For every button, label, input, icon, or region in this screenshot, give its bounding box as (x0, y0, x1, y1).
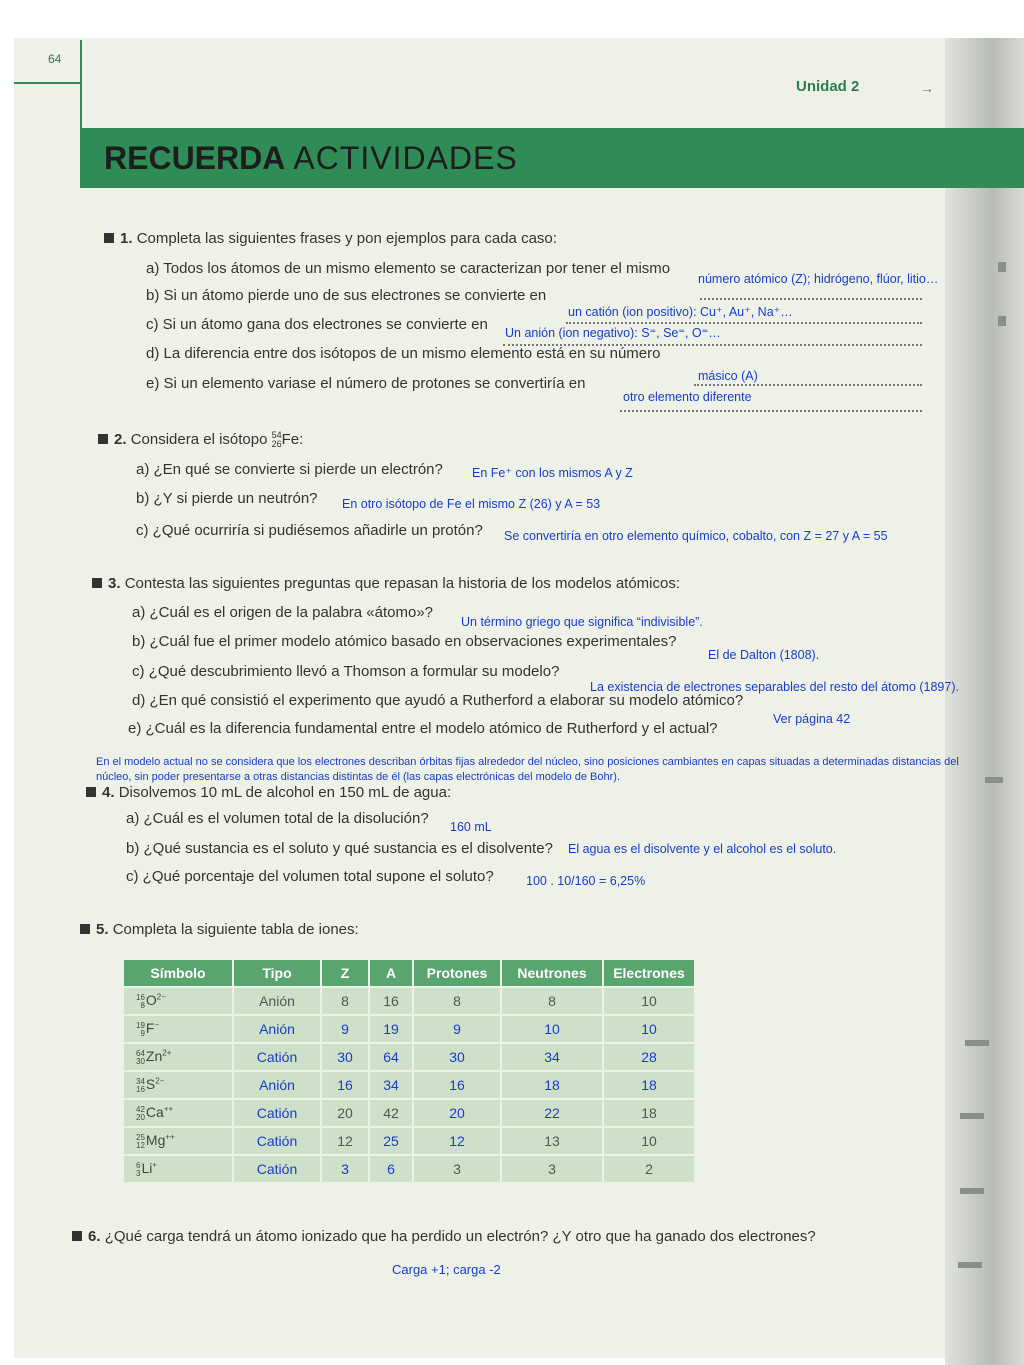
ion-symbol: 34 $16S^{2-}$ (123, 1071, 233, 1099)
table-cell: 16 (321, 1071, 369, 1099)
q2-answer-b: En otro isótopo de Fe el mismo Z (26) y A = 53 (342, 497, 601, 511)
table-row (123, 1127, 695, 1155)
table-cell: 34 (369, 1071, 413, 1099)
side-mark (998, 316, 1006, 326)
table-cell: 13 (501, 1127, 603, 1155)
q6-answer: Carga +1; carga -2 (392, 1262, 501, 1277)
question-number: 6. (88, 1228, 101, 1245)
q4-item-b: b) ¿Qué sustancia es el soluto y qué sustancia es el disolvente? (126, 840, 553, 857)
table-row (123, 1099, 695, 1127)
side-mark (985, 777, 1003, 783)
ion-symbol: 6 3Li+ (123, 1155, 233, 1183)
table-cell: 20 (413, 1099, 501, 1127)
q3-item-d: d) ¿En qué consistió el experimento que ayudó a Rutherford a elaborar su modelo atómico? (132, 692, 744, 709)
bullet-icon (104, 233, 114, 243)
ions-table (122, 958, 696, 1184)
table-cell: 8 (413, 987, 501, 1015)
table-header-row (123, 959, 695, 987)
q1-answer-d: másico (A) (698, 369, 758, 383)
q3-answer-c: La existencia de electrones separables del resto del átomo (1897). (590, 680, 959, 694)
q1-item-d: d) La diferencia entre dos isótopos de un mismo elemento está en su número (146, 345, 661, 362)
column-header: Electrones (603, 959, 695, 987)
bullet-icon (80, 924, 90, 934)
table-cell: Catión (233, 1127, 321, 1155)
answer-line (620, 410, 922, 412)
table-cell: 8 (501, 987, 603, 1015)
q2-item-b: b) ¿Y si pierde un neutrón? (136, 490, 318, 507)
q1-item-b: b) Si un átomo pierde uno de sus electrones se convierte en (146, 287, 547, 304)
question-number: 3. (108, 575, 121, 592)
q3-answer-e: En el modelo actual no se considera que los electrones describan órbitas fijas alrededor del núcleo, sino posiciones cambiantes en capas situadas a determinadas distancias del núcleo, sin poder presentarse a otras distancias distintas de él (las capas electrónicas del modelo de Bohr). (96, 756, 959, 783)
bullet-icon (98, 434, 108, 444)
q4-item-c: c) ¿Qué porcentaje del volumen total supone el soluto? (126, 868, 494, 885)
column-header: Neutrones (501, 959, 603, 987)
ion-symbol: 19 9F− (123, 1015, 233, 1043)
table-cell: 30 (413, 1043, 501, 1071)
bullet-icon (92, 578, 102, 588)
q3-item-a: a) ¿Cuál es el origen de la palabra «átomo»? (132, 604, 434, 621)
column-header: Protones (413, 959, 501, 987)
ion-symbol: 64 $30Zn^{2+}$ (123, 1043, 233, 1071)
q1-answer-c: Un anión (ion negativo): S⁼, Se⁼, O⁼… (505, 326, 721, 340)
q2-item-a: a) ¿En qué se convierte si pierde un electrón? (136, 461, 443, 478)
question-number: 2. (114, 431, 127, 448)
question-3 (92, 575, 680, 592)
table-cell: 42 (369, 1099, 413, 1127)
ion-symbol: 42 20Ca++ (123, 1099, 233, 1127)
table-cell: 28 (603, 1043, 695, 1071)
page-title (104, 140, 518, 177)
column-header: Tipo (233, 959, 321, 987)
table-cell: 16 (369, 987, 413, 1015)
table-cell: 6 (369, 1155, 413, 1183)
table-cell: 18 (501, 1071, 603, 1099)
table-cell: 10 (603, 1127, 695, 1155)
table-row (123, 1015, 695, 1043)
table-cell: Anión (233, 987, 321, 1015)
question-number: 1. (120, 230, 133, 247)
title-light: ACTIVIDADES (293, 140, 518, 176)
q1-answer-a: número atómico (Z); hidrógeno, flúor, litio… (698, 272, 939, 286)
isotope-indices: 54 26 (271, 430, 282, 450)
table-row (123, 987, 695, 1015)
table-cell: 22 (501, 1099, 603, 1127)
answer-line (566, 322, 922, 324)
question-number: 5. (96, 921, 109, 938)
answer-line (694, 384, 922, 386)
table-cell: Catión (233, 1099, 321, 1127)
question-text: Completa las siguientes frases y pon ejemplos para cada caso: (136, 230, 557, 247)
q2-answer-c: Se convertiría en otro elemento químico, cobalto, con Z = 27 y A = 55 (504, 529, 888, 543)
side-mark (958, 1262, 982, 1268)
table-cell: 64 (369, 1043, 413, 1071)
table-cell: Catión (233, 1155, 321, 1183)
q4-item-a: a) ¿Cuál es el volumen total de la disolución? (126, 810, 429, 827)
table-cell: 9 (321, 1015, 369, 1043)
table-cell: 2 (603, 1155, 695, 1183)
table-cell: 30 (321, 1043, 369, 1071)
question-text: Disolvemos 10 mL de alcohol en 150 mL de agua: (118, 784, 452, 801)
q3-answer-d: Ver página 42 (773, 712, 851, 726)
question-4 (86, 784, 451, 801)
question-6 (72, 1228, 816, 1245)
q4-answer-b: El agua es el disolvente y el alcohol es el soluto. (568, 842, 837, 856)
q3-item-c: c) ¿Qué descubrimiento llevó a Thomson a formular su modelo? (132, 663, 560, 680)
question-number: 4. (102, 784, 115, 801)
table-cell: 12 (321, 1127, 369, 1155)
q2-answer-a: En Fe⁺ con los mismos A y Z (472, 466, 633, 480)
table-cell: 12 (413, 1127, 501, 1155)
q4-answer-c: 100 . 10/160 = 6,25% (526, 874, 646, 888)
question-text: ¿Qué carga tendrá un átomo ionizado que ha perdido un electrón? ¿Y otro que ha ganado dos electrones? (104, 1228, 816, 1245)
q1-item-a: a) Todos los átomos de un mismo elemento se caracterizan por tener el mismo (146, 260, 671, 277)
table-cell: Anión (233, 1015, 321, 1043)
table-row (123, 1071, 695, 1099)
table-cell: 3 (321, 1155, 369, 1183)
table-cell: 10 (603, 1015, 695, 1043)
table-cell: 19 (369, 1015, 413, 1043)
question-1 (104, 230, 557, 247)
table-cell: 10 (603, 987, 695, 1015)
side-mark (960, 1113, 984, 1119)
q1-item-c: c) Si un átomo gana dos electrones se convierte en (146, 316, 488, 333)
page-number: 64 (48, 52, 62, 66)
column-header: Símbolo (123, 959, 233, 987)
table-cell: 9 (413, 1015, 501, 1043)
table-cell: Catión (233, 1043, 321, 1071)
table-row (123, 1043, 695, 1071)
q1-answer-e: otro elemento diferente (623, 390, 752, 404)
answer-line (700, 298, 922, 300)
table-cell: 3 (501, 1155, 603, 1183)
q3-item-b: b) ¿Cuál fue el primer modelo atómico basado en observaciones experimentales? (132, 633, 677, 650)
question-text: Considera el isótopo (130, 431, 268, 448)
side-mark (998, 262, 1006, 272)
question-text: Contesta las siguientes preguntas que repasan la historia de los modelos atómicos: (124, 575, 681, 592)
q4-answer-a: 160 mL (450, 820, 492, 834)
side-mark (960, 1188, 984, 1194)
table-cell: 20 (321, 1099, 369, 1127)
binding-shadow (945, 38, 1024, 1365)
table-cell: 8 (321, 987, 369, 1015)
table-cell: 16 (413, 1071, 501, 1099)
isotope-symbol: Fe: (281, 431, 304, 448)
side-mark (965, 1040, 989, 1046)
table-cell: 18 (603, 1099, 695, 1127)
question-text: Completa la siguiente tabla de iones: (112, 921, 359, 938)
arrow-icon: → (920, 80, 934, 96)
q1-answer-b: un catión (ion positivo): Cu⁺, Au⁺, Na⁺… (568, 305, 793, 319)
table-cell: 10 (501, 1015, 603, 1043)
q3-answer-b: El de Dalton (1808). (708, 648, 820, 662)
table-row (123, 1155, 695, 1183)
q3-answer-a: Un término griego que significa “indivisible”. (461, 615, 703, 629)
column-header: Z (321, 959, 369, 987)
table-cell: 34 (501, 1043, 603, 1071)
table-cell: 18 (603, 1071, 695, 1099)
ion-symbol: 25 12Mg++ (123, 1127, 233, 1155)
q3-item-e: e) ¿Cuál es la diferencia fundamental entre el modelo atómico de Rutherford y el actual? (128, 720, 718, 737)
q1-item-e: e) Si un elemento variase el número de protones se convertiría en (146, 375, 586, 392)
question-2 (98, 431, 303, 449)
table-cell: 25 (369, 1127, 413, 1155)
q2-item-c: c) ¿Qué ocurriría si pudiésemos añadirle un protón? (136, 522, 483, 539)
column-header: A (369, 959, 413, 987)
bullet-icon (72, 1231, 82, 1241)
table-cell: Anión (233, 1071, 321, 1099)
ion-symbol: 16 $8O^{2-}$ (123, 987, 233, 1015)
unit-label: Unidad 2 (796, 78, 860, 95)
bullet-icon (86, 787, 96, 797)
table-cell: 3 (413, 1155, 501, 1183)
title-bold: RECUERDA (104, 140, 286, 176)
question-5 (80, 921, 359, 938)
